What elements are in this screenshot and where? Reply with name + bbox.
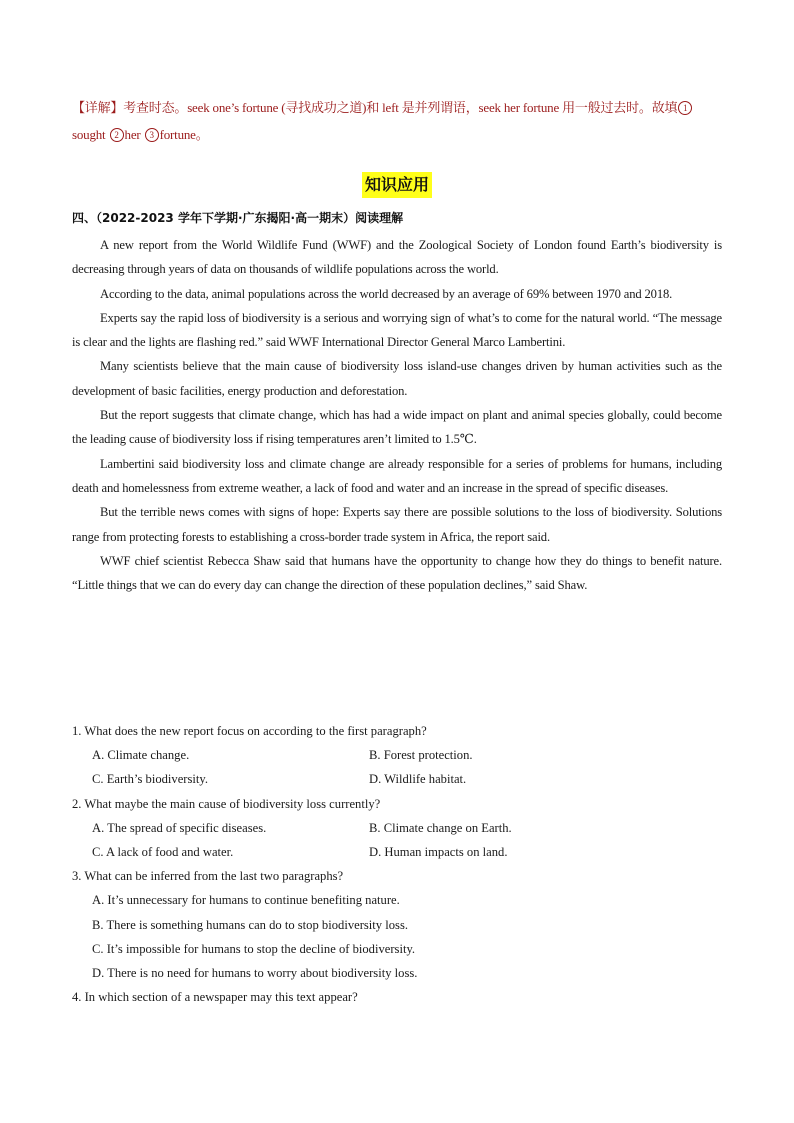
option-list xyxy=(72,816,722,864)
answer-value-1: sought xyxy=(72,127,106,142)
option-d: D. Human impacts on land. xyxy=(369,845,508,860)
passage-paragraph: A new report from the World Wildlife Fund (WWF) and the Zoological Society of London found Earth’s biodiversity is decreasing through years of data on thousands of wildlife populations across the world. xyxy=(72,238,722,277)
option-d: D. Wildlife habitat. xyxy=(369,772,467,787)
question-1 xyxy=(72,719,722,792)
answer-value-2: her xyxy=(124,127,141,142)
option-c: C. Earth’s biodiversity. xyxy=(92,772,209,787)
option-d: D. There is no need for humans to worry about biodiversity loss. xyxy=(92,966,418,981)
passage-paragraph: Experts say the rapid loss of biodiversity is a serious and worrying sign of what’s to come for the natural world. “The message is clear and the lights are flashing red.” said WWF International Director General Marco Lambertini. xyxy=(72,310,722,350)
passage-paragraph: But the report suggests that climate change, which has had a wide impact on plant and animal species globally, could become the leading cause of biodiversity loss if rising temperatures aren’t limited to 1.5℃. xyxy=(72,408,722,447)
passage-paragraph: Lambertini said biodiversity loss and climate change are already responsible for a series of problems for humans, including death and homelessness from extreme weather, a lack of food and water and an increase in the spread of specific diseases. xyxy=(72,456,722,495)
question-stem: 2. What maybe the main cause of biodiversity loss currently? xyxy=(72,796,381,811)
passage-paragraph: According to the data, animal populations across the world decreased by an average of 69% between 1970 and 2018. xyxy=(100,286,673,301)
reading-passage xyxy=(72,233,722,597)
question-4 xyxy=(72,985,722,1009)
option-a: A. Climate change. xyxy=(92,748,190,763)
section-title xyxy=(0,172,794,198)
question-2 xyxy=(72,792,722,865)
answer-explanation xyxy=(72,94,724,148)
answer-number-2: 2 xyxy=(110,128,124,142)
option-list xyxy=(72,743,722,791)
option-a: A. The spread of specific diseases. xyxy=(92,820,267,835)
question-list xyxy=(72,719,722,1009)
explanation-label: 【详解】 xyxy=(72,100,124,115)
question-stem: 3. What can be inferred from the last two paragraphs? xyxy=(72,869,344,884)
passage-paragraph: But the terrible news comes with signs of hope: Experts say there are possible solutions to the loss of biodiversity. Solutions range from protecting forests to establishing a cross-border trade system in Africa, the report said. xyxy=(72,505,722,544)
option-c: C. It’s impossible for humans to stop the decline of biodiversity. xyxy=(92,941,416,956)
question-stem: 4. In which section of a newspaper may this text appear? xyxy=(72,990,358,1005)
explanation-text: 考查时态。seek one’s fortune (寻找成功之道)和 left 是并列谓语，seek her fortune 用一般过去时。故填 xyxy=(123,100,678,115)
question-3 xyxy=(72,864,722,985)
answer-value-3: fortune xyxy=(159,127,196,142)
explanation-end: 。 xyxy=(195,127,209,142)
option-a: A. It’s unnecessary for humans to continue benefiting nature. xyxy=(92,893,400,908)
question-stem: 1. What does the new report focus on according to the first paragraph? xyxy=(72,724,427,738)
question-header: 四、（2022-2023 学年下学期·广东揭阳·高一期末）阅读理解 xyxy=(72,211,404,225)
option-b: B. Climate change on Earth. xyxy=(369,820,512,835)
section-title-text: 知识应用 xyxy=(362,172,432,198)
answer-number-3: 3 xyxy=(145,128,159,142)
option-list xyxy=(72,888,722,985)
passage-paragraph: Many scientists believe that the main cause of biodiversity loss island-use changes driven by human activities such as the development of basic facilities, energy production and deforestation. xyxy=(72,359,722,398)
option-b: B. Forest protection. xyxy=(369,748,473,763)
option-b: B. There is something humans can do to stop biodiversity loss. xyxy=(92,917,408,932)
answer-number-1: 1 xyxy=(678,101,692,115)
passage-paragraph: WWF chief scientist Rebecca Shaw said that humans have the opportunity to change how they do things to benefit nature. “Little things that we can do every day can change the direction of these population declines,” said Shaw. xyxy=(72,553,722,593)
option-c: C. A lack of food and water. xyxy=(92,845,234,860)
